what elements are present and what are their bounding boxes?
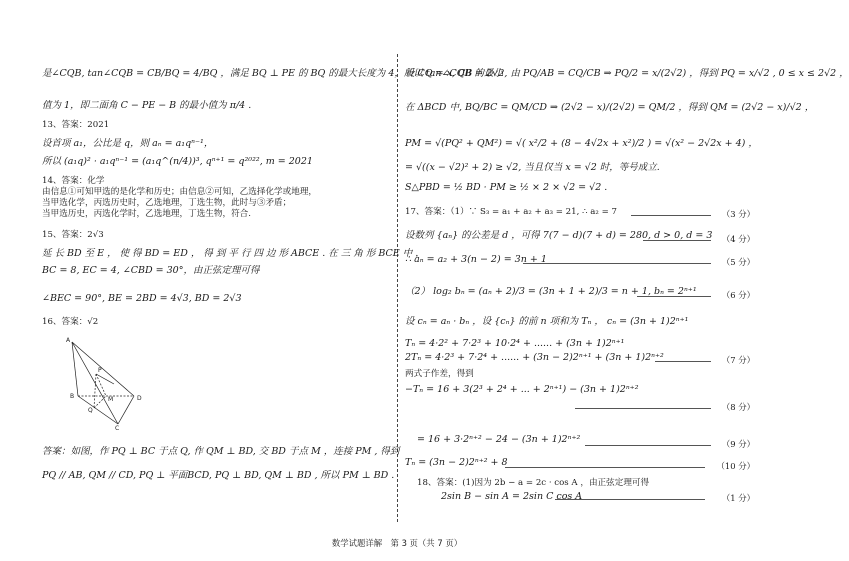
text-line: Tₙ = (3n − 2)2ⁿ⁺² + 8 <box>405 457 508 468</box>
answer-18: 18、答案：(1)因为 2b − a = 2c · cos A ，由正弦定理可得 <box>417 478 650 488</box>
text-line: 设 CQ = x, CB = 2√2, 由 PQ/AB = CQ/CB ⇒ PQ/2 = x/(2√2) ，得到 PQ = x/√2 , 0 ≤ x ≤ 2√2 ， <box>405 68 849 79</box>
answer-17-part1: 17、答案：（1）∵ S₃ = a₁ + a₂ + a₃ = 21, ∴ a₂ = 7 <box>405 207 617 217</box>
text-line: 延 长 BD 至 E ， 使 得 BD = ED ， 得 到 平 行 四 边 形 ABCE . 在 三 角 形 BCE 中 ， <box>42 248 425 259</box>
text-line: S△PBD = ½ BD · PM ≥ ½ × 2 × √2 = √2 . <box>405 182 608 193</box>
leader-line <box>631 215 711 216</box>
text-line: 设 cₙ = aₙ · bₙ ，设 {cₙ} 的前 n 项和为 Tₙ ， cₙ = (3n + 1)2ⁿ⁺¹ <box>405 316 689 327</box>
text-line: Tₙ = 4·2² + 7·2³ + 10·2⁴ + ...... + (3n + 1)2ⁿ⁺¹ <box>405 338 625 349</box>
leader-line <box>555 499 705 500</box>
leader-line <box>655 361 711 362</box>
leader-line <box>637 296 711 297</box>
answer-15: 15、答案：2√3 <box>42 230 104 240</box>
text-line: 设首项 a₁，公比是 q，则 aₙ = a₁qⁿ⁻¹， <box>42 138 214 149</box>
text-line: 两式子作差，得到 <box>405 369 474 379</box>
label-c: C <box>115 425 120 432</box>
leader-line <box>523 263 711 264</box>
answer-16: 16、答案：√2 <box>42 317 99 327</box>
score-10: （10 分） <box>716 461 755 471</box>
text-line: 当甲选化学，丙选历史时，乙选地理，丁选生物，此时与③矛盾； <box>42 198 292 208</box>
label-p: P <box>98 367 102 374</box>
label-a: A <box>66 337 71 344</box>
text-line: 答案：如图，作 PQ ⊥ BC 于点 Q, 作 QM ⊥ BD, 交 BD 于点 M ，连接 PM , 得到 <box>42 446 400 457</box>
page-footer: 数学试题详解 第 3 页（共 7 页） <box>331 538 463 548</box>
label-d: D <box>137 395 142 402</box>
text-line: （2） log₂ bₙ = (aₙ + 2)/3 = (3n + 1 + 2)/3 = n + 1, bₙ = 2ⁿ⁺¹ <box>405 286 697 297</box>
leader-line <box>575 408 711 409</box>
label-q: Q <box>88 407 93 414</box>
text-line: ∠BEC = 90°, BE = 2BD = 4√3, BD = 2√3 <box>42 293 242 304</box>
score-6: （6 分） <box>721 290 755 300</box>
text-line: 由信息①可知甲选的是化学和历史；由信息②可知，乙选择化学或地理， <box>42 187 318 197</box>
pyramid-figure <box>58 334 158 430</box>
score-4: （4 分） <box>721 234 755 244</box>
text-line: 所以 (a₁q)² · a₁qⁿ⁻¹ = (a₁q^(n/4))³, qⁿ⁺¹ = q²⁰²², m = 2021 <box>42 156 313 167</box>
text-line: 设数列 {aₙ} 的公差是 d ，可得 7(7 − d)(7 + d) = 280, d > 0, d = 3 <box>405 230 713 241</box>
text-line: 在 ΔBCD 中, BQ/BC = QM/CD ⇒ (2√2 − x)/(2√2) = QM/2 ，得到 QM = (2√2 − x)/√2 ， <box>405 102 815 113</box>
score-7: （7 分） <box>721 355 755 365</box>
label-m: M <box>108 396 114 403</box>
leader-line <box>505 467 705 468</box>
leader-line <box>585 445 711 446</box>
text-line: −Tₙ = 16 + 3(2³ + 2⁴ + ... + 2ⁿ⁺¹) − (3n + 1)2ⁿ⁺² <box>405 384 639 395</box>
text-line: PQ // AB, QM // CD, PQ ⊥ 平面BCD, PQ ⊥ BD, QM ⊥ BD , 所以 PM ⊥ BD . <box>42 470 395 481</box>
score-3: （3 分） <box>721 209 755 219</box>
score-5: （5 分） <box>721 257 755 267</box>
score-8: （8 分） <box>721 402 755 412</box>
text-line: PM = √(PQ² + QM²) = √( x²/2 + (8 − 4√2x + x²)/2 ) = √(x² − 2√2x + 4) ， <box>405 138 758 149</box>
label-b: B <box>70 393 75 400</box>
text-line: 当甲选历史，丙选化学时，乙选地理，丁选生物，符合. <box>42 209 251 219</box>
text-line: = 16 + 3·2ⁿ⁺² − 24 − (3n + 1)2ⁿ⁺² <box>417 434 581 445</box>
text-line: 2sin B − sin A = 2sin C cos A <box>441 491 583 502</box>
text-line: 值为 1，即二面角 C − PE − B 的最小值为 π/4 . <box>42 100 252 111</box>
text-line: ∴ aₙ = a₂ + 3(n − 2) = 3n + 1 <box>405 254 547 265</box>
text-line: = √((x − √2)² + 2) ≥ √2, 当且仅当 x = √2 时，等号成立. <box>405 162 660 173</box>
score-9: （9 分） <box>721 439 755 449</box>
text-line: BC = 8, EC = 4, ∠CBD = 30°，由正弦定理可得 <box>42 265 260 276</box>
text-line: 是∠CQB, tan∠CQB = CB/BQ = 4/BQ ，满足 BQ ⊥ PE 的 BQ 的最大长度为 4，所以 tan∠CQB 的最小 <box>42 68 504 79</box>
answer-13: 13、答案：2021 <box>42 120 110 130</box>
answer-14: 14、答案：化学 <box>42 176 105 186</box>
score-1: （1 分） <box>721 493 755 503</box>
text-line: 2Tₙ = 4·2³ + 7·2⁴ + ...... + (3n − 2)2ⁿ⁺¹ + (3n + 1)2ⁿ⁺² <box>405 352 664 363</box>
leader-line <box>643 240 711 241</box>
